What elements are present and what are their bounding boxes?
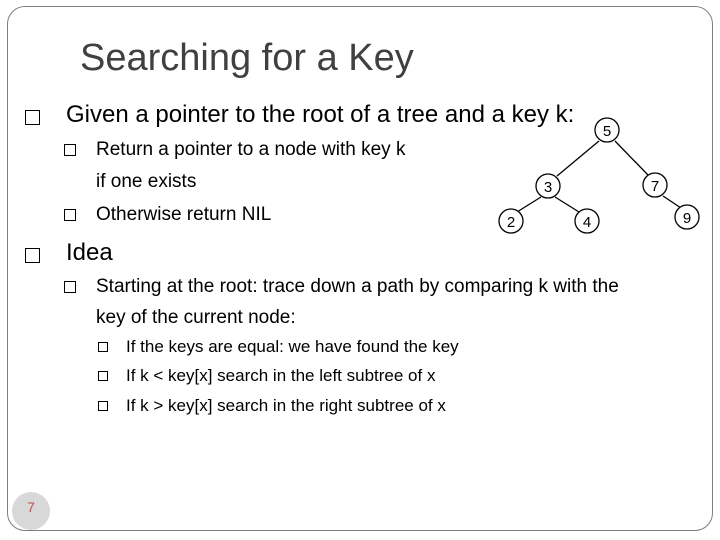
bullet-return-pointer: Return a pointer to a node with key k	[96, 139, 406, 160]
tree-node-label: 7	[650, 178, 660, 195]
bullet-return-pointer-cont: if one exists	[96, 171, 197, 192]
slide-title: Searching for a Key	[80, 37, 414, 79]
tree-edge	[517, 197, 541, 212]
bullet-starting: Starting at the root: trace down a path by comparing k with the	[96, 276, 619, 297]
page-number: 7	[27, 499, 35, 515]
bullet-greater: If k > key[x] search in the right subtree of x	[126, 396, 446, 415]
tree-edge	[615, 141, 648, 175]
bullet-given: Given a pointer to the root of a tree and a key k:	[66, 101, 575, 128]
tree-node-label: 2	[506, 214, 516, 231]
bullet-starting-cont: key of the current node:	[96, 307, 296, 328]
bullet-less: If k < key[x] search in the left subtree of x	[126, 366, 436, 385]
tree-node-label: 5	[602, 123, 612, 140]
tree-node-label: 9	[682, 210, 692, 227]
tree-node-label: 4	[582, 214, 592, 231]
bullet-equal: If the keys are equal: we have found the key	[126, 337, 459, 356]
tree-node-label: 3	[543, 179, 553, 196]
bullet-idea: Idea	[66, 239, 113, 266]
tree-edge	[555, 197, 579, 212]
bullet-otherwise: Otherwise return NIL	[96, 204, 272, 225]
tree-edge	[663, 196, 681, 208]
tree-edge	[557, 141, 599, 176]
